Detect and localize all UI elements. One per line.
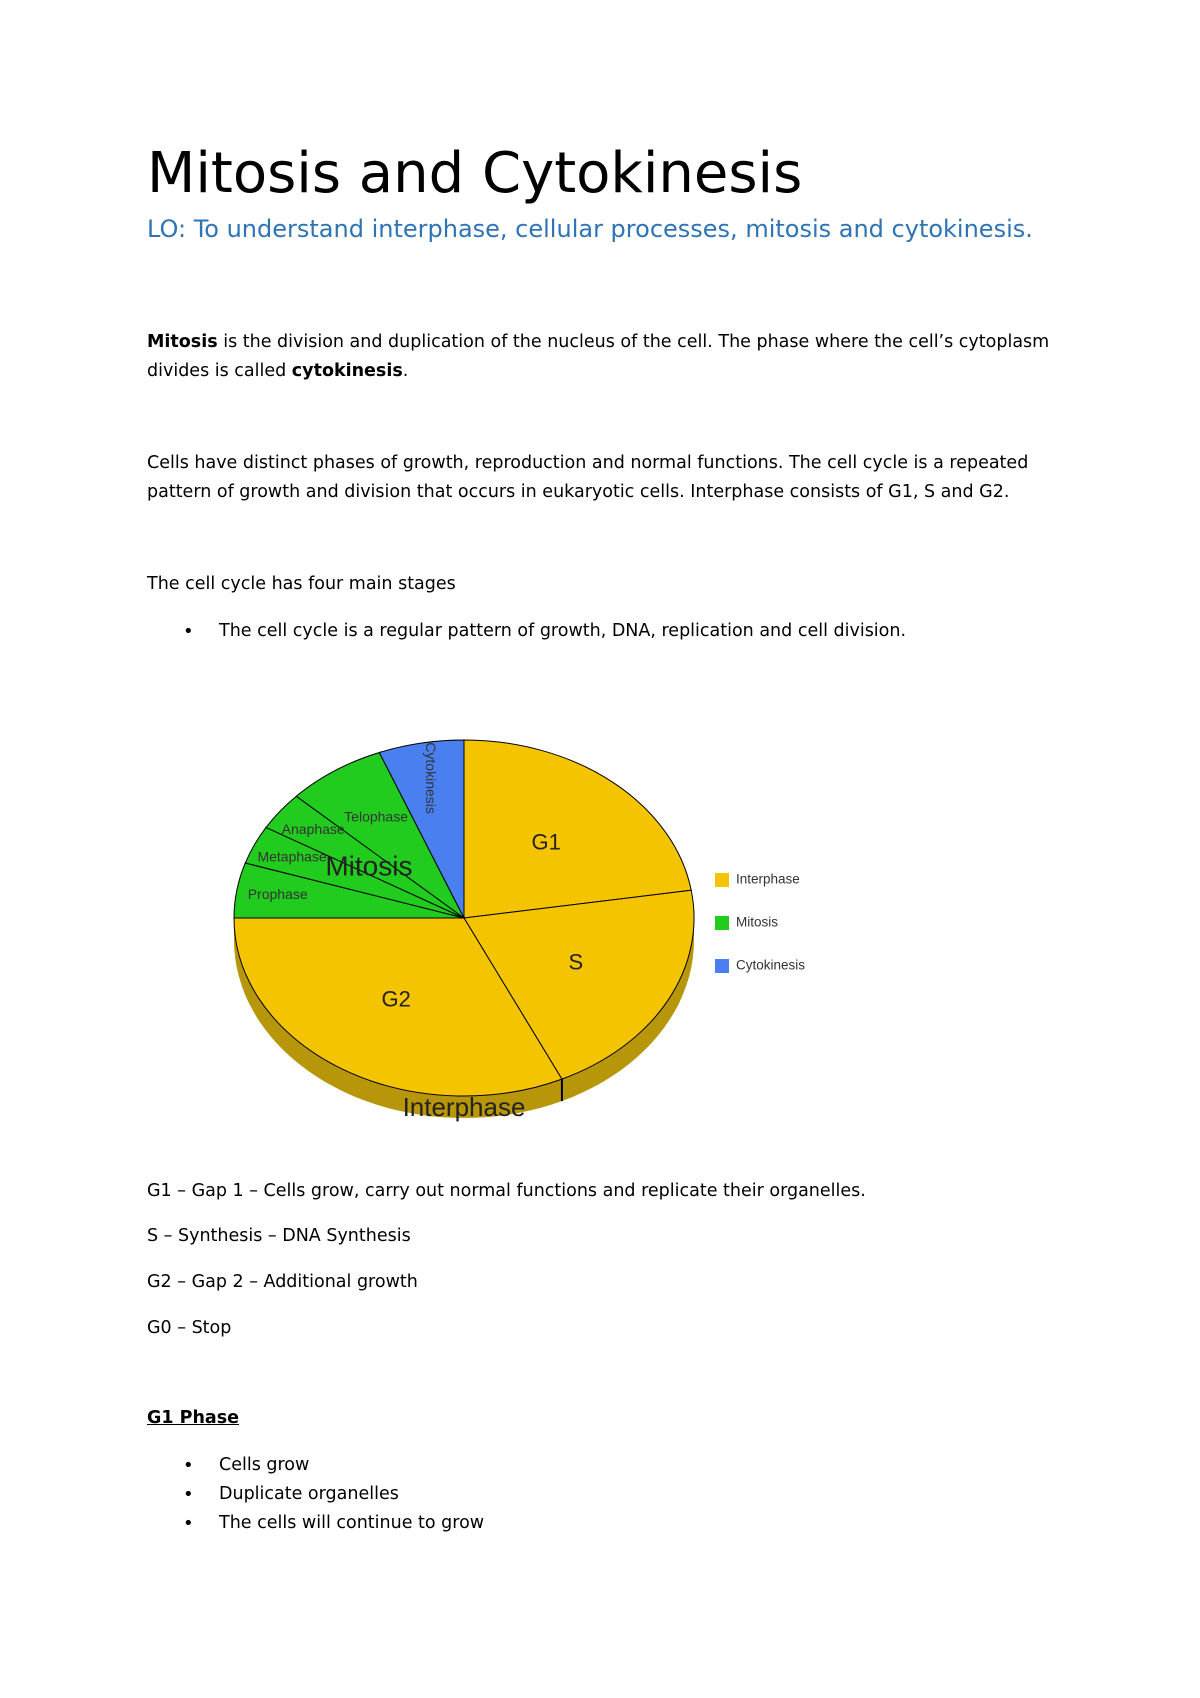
cell-cycle-paragraph: Cells have distinct phases of growth, reproduction and normal functions. The cell cycle is a repeated pattern of growth and division that occurs in eukaryotic cells. Interphase consists of G1, S and G2. xyxy=(147,453,1029,502)
slice-label-prophase: Prophase xyxy=(247,885,308,902)
pie-top xyxy=(234,740,694,1096)
g1-phase-bullets xyxy=(147,1451,484,1538)
definition-text-2: . xyxy=(402,361,409,381)
legend-swatch-interphase xyxy=(715,873,729,887)
slice-label-g1: G1 xyxy=(531,829,561,855)
cell-cycle-pie-chart xyxy=(210,720,850,1140)
legend-label-cytokinesis: Cytokinesis xyxy=(736,957,806,973)
slice-label-g2: G2 xyxy=(381,986,411,1012)
mitosis-definition xyxy=(147,328,1057,386)
definition-s: S – Synthesis – DNA Synthesis xyxy=(147,1226,411,1246)
legend-label-interphase: Interphase xyxy=(736,871,800,887)
definition-g2: G2 – Gap 2 – Additional growth xyxy=(147,1272,418,1292)
legend-swatch-mitosis xyxy=(715,916,729,930)
legend-swatch-cytokinesis xyxy=(715,959,729,973)
slice-label-telophase: Telophase xyxy=(344,808,409,825)
list-item: • Cells grow xyxy=(147,1451,484,1480)
definition-g1: G1 – Gap 1 – Cells grow, carry out normal functions and replicate their organelles. xyxy=(147,1181,866,1201)
slice-label-anaphase: Anaphase xyxy=(281,821,345,838)
pie-slice-g1 xyxy=(464,740,691,918)
list-item: • The cell cycle is a regular pattern of growth, DNA, replication and cell division. xyxy=(147,617,906,646)
cell-cycle-bullets xyxy=(147,617,906,646)
slice-label-s: S xyxy=(568,949,584,975)
page-title: Mitosis and Cytokinesis xyxy=(147,141,803,206)
learning-objective: LO: To understand interphase, cellular processes, mitosis and cytokinesis. xyxy=(147,215,1033,243)
definition-g0: G0 – Stop xyxy=(147,1318,232,1338)
legend-label-mitosis: Mitosis xyxy=(736,914,779,930)
definition-text-1: is the division and duplication of the nucleus of the cell. The phase where the cell’s cytoplasm divides is called xyxy=(147,332,1050,381)
list-item: • Duplicate organelles xyxy=(147,1480,484,1509)
stages-intro: The cell cycle has four main stages xyxy=(147,574,456,594)
slice-label-cytokinesis: Cytokinesis xyxy=(422,742,439,814)
term-cytokinesis: cytokinesis xyxy=(291,361,403,381)
g1-phase-heading: G1 Phase xyxy=(147,1408,240,1428)
group-label-interphase: Interphase xyxy=(402,1092,526,1122)
term-mitosis: Mitosis xyxy=(147,332,218,352)
list-item: • The cells will continue to grow xyxy=(147,1509,484,1538)
pie-legend xyxy=(715,872,805,973)
slice-label-metaphase: Metaphase xyxy=(257,848,327,865)
group-label-mitosis: Mitosis xyxy=(325,850,413,882)
